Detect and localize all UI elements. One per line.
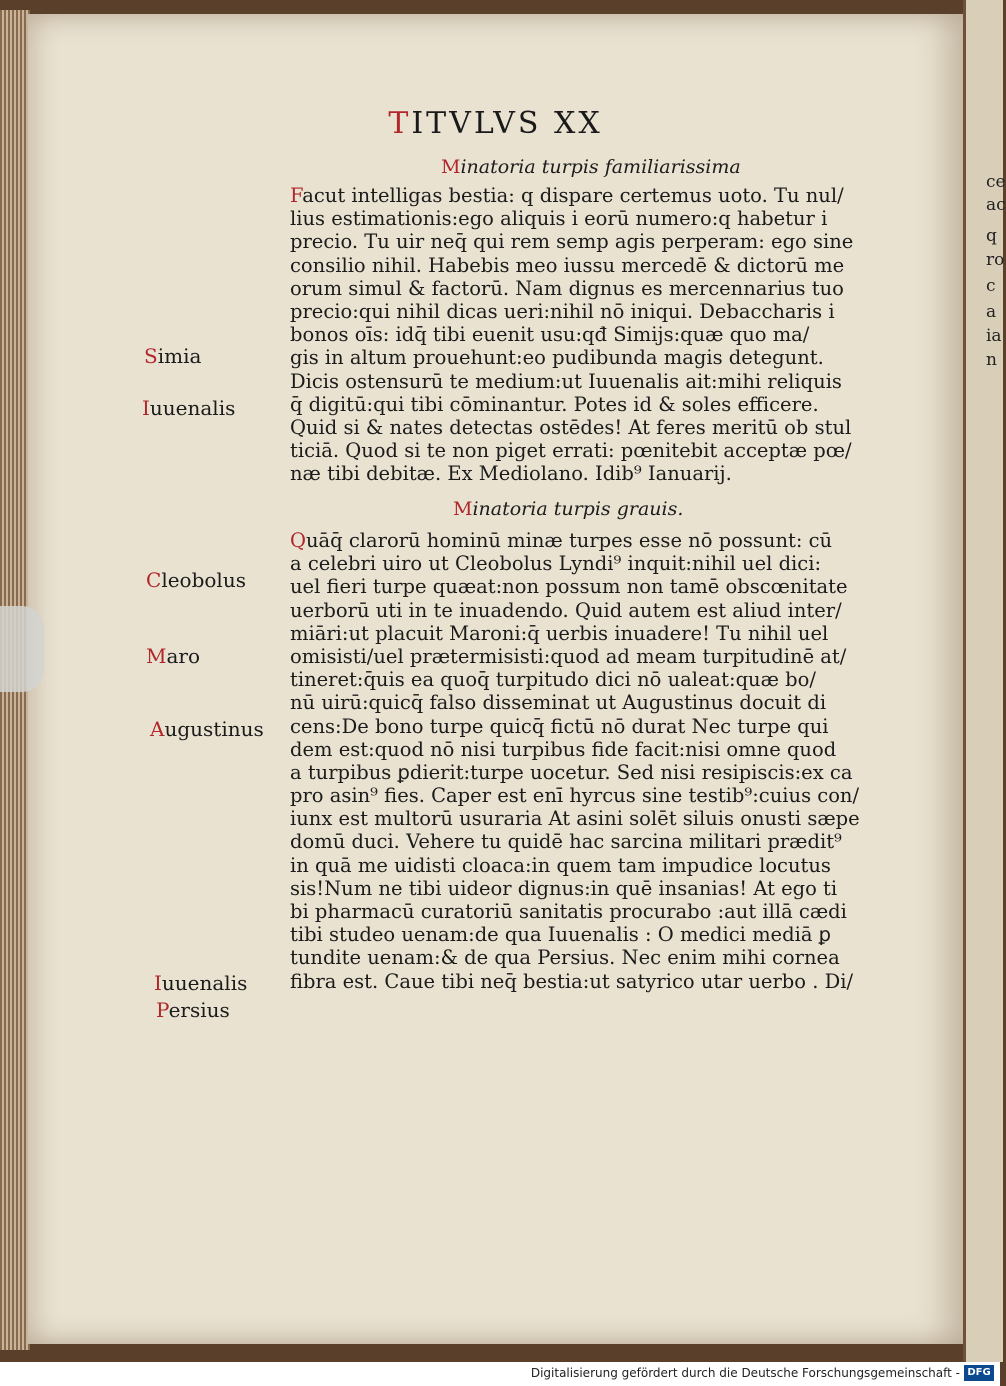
section2-title-cap: M — [453, 498, 473, 520]
text-line: bi pharmacū curatoriū sanitatis procurabo :aut illā cædi — [290, 900, 847, 923]
next-page-fragment: n — [986, 350, 997, 370]
text-line: pro asin⁹ fies. Caper est enī hyrcus sine testib⁹:cuius con/ — [290, 784, 860, 808]
text-line: nū uirū:quicq̄ falso disseminat ut Augustinus docuit di — [290, 691, 827, 715]
text-line: næ tibi debitæ. Ex Mediolano. Idib⁹ Ianuarij. — [290, 462, 732, 486]
next-page-fragment: ac — [986, 195, 1006, 215]
text-line: cens:De bono turpe quicq̄ fictū nō durat Nec turpe qui — [290, 714, 829, 738]
text-line: Facut intelligas bestia: q dispare certemus uoto. Tu nul/ — [290, 184, 844, 207]
section1-title-cap: M — [441, 156, 461, 178]
running-head-text: ITVLVS XX — [411, 106, 603, 141]
text-line: Quid si & nates detectas ostēdes! At feres meritū ob stul — [290, 415, 852, 439]
dfg-logo: DFG — [964, 1365, 994, 1381]
running-head-rubric-cap: T — [388, 106, 412, 141]
text-line: orum simul & factorū. Nam dignus es mercennarius tuo — [290, 276, 844, 300]
text-line: uerborū uti in te inuadendo. Quid autem est aliud inter/ — [290, 598, 842, 622]
text-line: q̄ digitū:qui tibi cōminantur. Potes id & soles efficere. — [290, 392, 819, 416]
text-line: tibi studeo uenam:de qua Iuuenalis : O medici mediā ꝑ — [290, 923, 832, 947]
text-line: sis!Num ne tibi uideor dignus:in quē insanias! At ego ti — [290, 876, 838, 900]
text-line: tineret:q̄uis ea quoq̄ turpitudo dici nō ualeat:quæ bo/ — [290, 668, 816, 692]
section2-body — [290, 529, 930, 993]
next-page-fragment: c — [986, 276, 996, 296]
page-clip — [0, 606, 44, 692]
text-line: consilio nihil. Habebis meo iussu mercedē & dictorū me — [290, 253, 845, 277]
next-page-fragment: q — [986, 226, 997, 246]
section2-title-text: inatoria turpis grauis. — [472, 498, 684, 520]
next-page-fragment: ce — [986, 172, 1006, 192]
text-line: a turpibus ꝑdierit:turpe uocetur. Sed nisi resipiscis:ex ca — [290, 760, 853, 784]
footer-bar — [0, 1362, 1000, 1386]
margin-note-augustinus: Augustinus — [150, 717, 264, 741]
text-line: gis in altum prouehunt:eo pudibunda magis detegunt. — [290, 346, 824, 370]
text-line: dem est:quod nō nisi turpibus fide facit:nisi omne quod — [290, 737, 837, 761]
next-page-edge — [963, 0, 1006, 1362]
text-line: iunx est multorū usuraria At asini solēt siluis onusti sæpe — [290, 807, 860, 831]
text-line: Quāq̄ clarorū hominū minæ turpes esse nō possunt: cū — [290, 529, 833, 552]
section1-title — [441, 156, 741, 178]
drop-cap: F — [290, 184, 303, 207]
text-line: domū duci. Vehere tu quidē hac sarcina militari prædit⁹ — [290, 830, 842, 854]
section1-title-text: inatoria turpis familiarissima — [460, 156, 741, 178]
margin-note-iuuenalis: Iuuenalis — [142, 396, 236, 420]
next-page-fragment: ia — [986, 326, 1002, 346]
text-line: tundite uenam:& de qua Persius. Nec enim mihi cornea — [290, 946, 840, 970]
text-line: a celebri uiro ut Cleobolus Lyndi⁹ inquit:nihil uel dici: — [290, 552, 822, 576]
drop-cap: Q — [290, 529, 306, 552]
text-line: miāri:ut placuit Maroni:q̄ uerbis inuadere! Tu nihil uel — [290, 621, 829, 645]
section2-title — [453, 498, 683, 520]
text-line: uel fieri turpe quæat:non possum non tamē obscœnitate — [290, 575, 848, 599]
margin-note-cleobolus: Cleobolus — [146, 568, 246, 592]
next-page-fragment: a — [986, 302, 997, 322]
section1-body — [290, 184, 930, 485]
margin-note-persius: Persius — [156, 998, 230, 1022]
text-line: fibra est. Caue tibi neq̄ bestia:ut satyrico utar uerbo . Di/ — [290, 969, 854, 993]
text-line: Dicis ostensurū te medium:ut Iuuenalis ait:mihi reliquis — [290, 369, 842, 393]
text-line: in quā me uidisti cloaca:in quem tam impudice locutus — [290, 853, 831, 877]
text-line: bonos oīs: idq̄ tibi euenit usu:qđ Simijs:quæ quo ma/ — [290, 323, 810, 347]
margin-note-maro: Maro — [146, 644, 201, 668]
text-line: lius estimationis:ego aliquis i eorū numero:q habetur i — [290, 207, 828, 231]
margin-note-iuuenalis-2: Iuuenalis — [154, 971, 248, 995]
text-line: precio:qui nihil dicas ueri:nihil nō iniqui. Debaccharis i — [290, 299, 835, 323]
footer-credit: Digitalisierung gefördert durch die Deutsche Forschungsgemeinschaft - — [530, 1366, 960, 1380]
text-line: precio. Tu uir neq̄ qui rem semp agis perperam: ego sine — [290, 230, 854, 254]
margin-note-simia: Simia — [144, 344, 202, 368]
text-line: ticiā. Quod si te non piget errati: pœnitebit acceptæ pœ/ — [290, 439, 852, 463]
next-page-fragment: ro — [986, 250, 1005, 270]
text-line: omisisti/uel prætermisisti:quod ad meam turpitudinē at/ — [290, 644, 847, 668]
page — [28, 14, 963, 1344]
running-head — [28, 106, 963, 141]
